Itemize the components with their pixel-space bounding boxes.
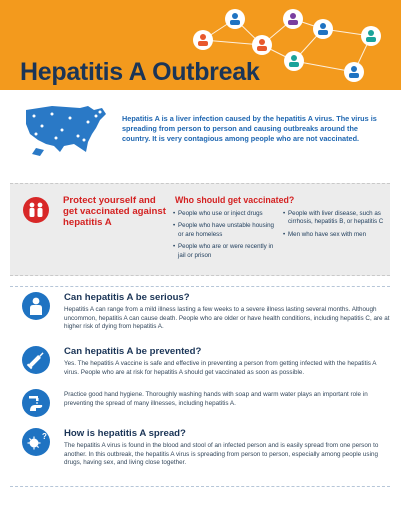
section-body-prevented: Yes. The hepatitis A vaccine is safe and effective in preventing a person from getting infected with the hepatitis A virus. People who are at risk for hepatitis A should get vaccinated as soon as possible. bbox=[64, 360, 377, 376]
person-icon bbox=[22, 292, 50, 320]
list-item: • People with liver disease, such as cirrhosis, hepatitis B, or hepatitis C bbox=[283, 210, 387, 227]
network-node-person-icon bbox=[283, 9, 303, 29]
section-body-serious: Hepatitis A can range from a mild illness lasting a few weeks to a severe illness lasting several months. Although uncommon, hepatitis A can cause death. People who are older or have health conditions, including hepatitis C, are at higher risk of dying from hepatitis A. bbox=[64, 306, 390, 331]
section-heading-prevented: Can hepatitis A be prevented? bbox=[64, 346, 202, 357]
header-banner bbox=[0, 0, 401, 90]
section-heading-spread: How is hepatitis A spread? bbox=[64, 428, 186, 439]
svg-text:?: ? bbox=[42, 432, 47, 441]
network-node-person-icon bbox=[344, 62, 364, 82]
who-list-left bbox=[173, 210, 279, 264]
intro-text: Hepatitis A is a liver infection caused by the hepatitis A virus. The virus is spreading from person to person and causing outbreaks around the country. It is very contagious among people who are not vaccinated. bbox=[122, 114, 377, 143]
divider bbox=[10, 286, 390, 287]
network-node-person-icon bbox=[361, 26, 381, 46]
syringe-icon bbox=[22, 346, 50, 374]
list-item: • People who use or inject drugs bbox=[173, 210, 279, 218]
list-item: • People who have unstable housing or are homeless bbox=[173, 222, 279, 239]
network-node-person-icon bbox=[313, 19, 333, 39]
network-node-person-icon bbox=[284, 51, 304, 71]
page-title: Hepatitis A Outbreak bbox=[20, 58, 260, 86]
protect-yourself-text: Protect yourself and get vaccinated against hepatitis A bbox=[63, 195, 166, 229]
list-item: • People who are or were recently in jail or prison bbox=[173, 243, 279, 260]
who-should-vaccinate-heading: Who should get vaccinated? bbox=[175, 195, 295, 205]
section-heading-serious: Can hepatitis A be serious? bbox=[64, 292, 190, 303]
list-item: • Men who have sex with men bbox=[283, 231, 387, 239]
section-body-spread: The hepatitis A virus is found in the blood and stool of an infected person and is easily spread from one person to another. In this outbreak, the hepatitis A virus is spreading from person to person, especially among people using drugs, having sex, and living close together. bbox=[64, 442, 379, 467]
network-node-person-icon bbox=[225, 9, 245, 29]
vaccination-panel bbox=[10, 183, 390, 276]
who-list-right bbox=[283, 210, 387, 243]
handwashing-icon bbox=[22, 389, 50, 417]
divider bbox=[10, 486, 390, 487]
virus-question-icon bbox=[22, 428, 50, 456]
us-map-icon bbox=[22, 100, 110, 162]
section-body-handwashing: Practice good hand hygiene. Thoroughly washing hands with soap and warm water plays an important role in preventing the spread of many illnesses, including hepatitis A. bbox=[64, 391, 368, 407]
network-node-person-icon bbox=[193, 30, 213, 50]
vaccinated-people-icon bbox=[23, 197, 49, 223]
network-node-person-icon bbox=[252, 35, 272, 55]
